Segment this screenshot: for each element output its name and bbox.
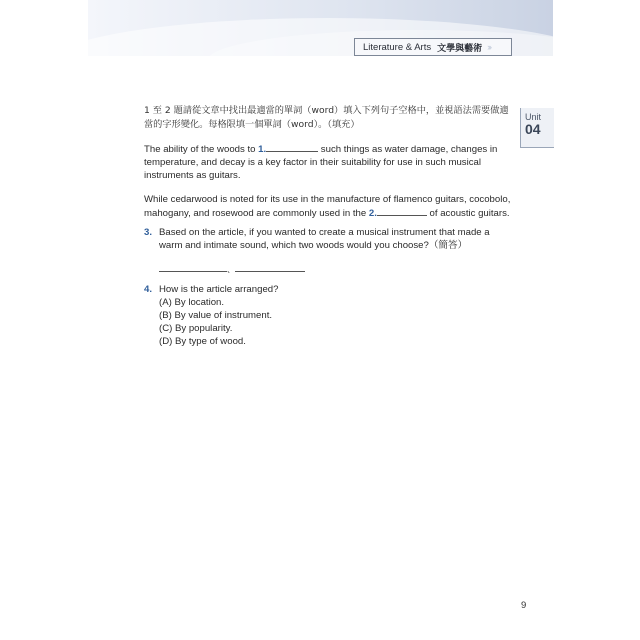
fill-in-section	[144, 104, 514, 220]
section-title-zh: 文學與藝術	[437, 43, 483, 54]
passage-1-after: such things as water damage, changes in temperature, and decay is a key factor in their suitability for use in such musical instruments as guitars.	[144, 144, 498, 182]
chevrons-right-icon: ›››	[487, 42, 491, 52]
question-3-answer-lines	[159, 262, 494, 276]
passage-sentence-2	[144, 193, 514, 220]
unit-number: 04	[525, 121, 541, 137]
section-header-tab	[354, 38, 512, 56]
passage-sentence-1	[144, 142, 514, 183]
answer-line-wood-1[interactable]	[159, 262, 227, 272]
question-4-number: 4.	[144, 284, 153, 295]
unit-label: Unit	[525, 112, 542, 122]
option-d[interactable]: (D) By type of wood.	[159, 336, 246, 347]
instruction-text: 1 至 2 題請從文章中找出最適當的單詞（word）填入下列句子空格中，並視語法需要做適當的字形變化。每格限填一個單詞（word）。（填充）	[144, 105, 509, 130]
option-a[interactable]: (A) By location.	[159, 297, 225, 308]
page-number: 9	[521, 600, 527, 611]
option-c[interactable]: (C) By popularity.	[159, 323, 233, 334]
passage-2-after: of acoustic guitars.	[426, 207, 510, 219]
option-b[interactable]: (B) By value of instrument.	[159, 310, 273, 321]
question-3	[144, 226, 494, 276]
answer-line-wood-2[interactable]	[235, 262, 305, 272]
question-4-text: How is the article arranged?	[159, 284, 279, 295]
blank-1-number: 1.	[258, 144, 267, 155]
question-3-number: 3.	[144, 227, 153, 238]
blank-1-answer-line[interactable]	[266, 142, 318, 152]
question-4	[144, 283, 494, 348]
blank-2-number: 2.	[368, 207, 377, 219]
unit-badge	[520, 108, 554, 148]
passage-2-before: While cedarwood is noted for its use in the manufacture of flamenco guitars, cocobolo, mahogany, and rosewood are commonly used in the	[144, 193, 511, 219]
question-3-text: Based on the article, if you wanted to create a musical instrument that made a warm and intimate sound, which two woods would you choose?（簡答）	[159, 227, 490, 251]
section-title-en: Literature & Arts	[363, 41, 432, 53]
blank-2-answer-line[interactable]	[377, 206, 427, 216]
passage-1-before: The ability of the woods to	[144, 144, 259, 155]
answer-separator: 、	[227, 265, 235, 274]
